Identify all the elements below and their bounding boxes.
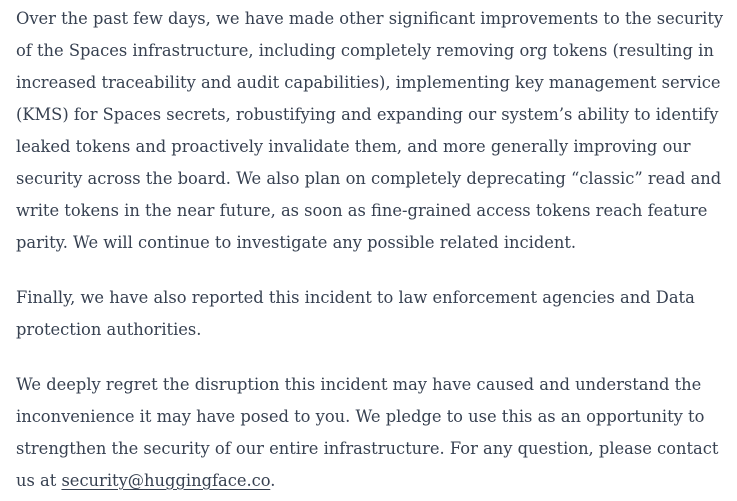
- paragraph-closing: [16, 369, 728, 497]
- closing-text: We deeply regret the disruption this incident may have caused and understand the inconvenience it may have posed to you. We pledge to use this as an opportunity to strengthen the security of our entire infrastructure. For any question, please contact us at: [16, 375, 719, 490]
- closing-suffix: .: [270, 471, 276, 490]
- security-email-link[interactable]: security@huggingface.co: [61, 471, 271, 490]
- paragraph-law-enforcement: Finally, we have also reported this incident to law enforcement agencies and Data protection authorities.: [16, 288, 695, 339]
- paragraph-security-improvements: Over the past few days, we have made other significant improvements to the security of the Spaces infrastructure, including completely removing org tokens (resulting in increased traceability and audit capabilities), implementing key management service (KMS) for Spaces secrets, robustifying and expanding our system’s ability to identify leaked tokens and proactively invalidate them, and more generally improving our security across the board. We also plan on completely deprecating “classic” read and write tokens in the near future, as soon as fine-grained access tokens reach feature parity. We will continue to investigate any possible related incident.: [16, 9, 724, 252]
